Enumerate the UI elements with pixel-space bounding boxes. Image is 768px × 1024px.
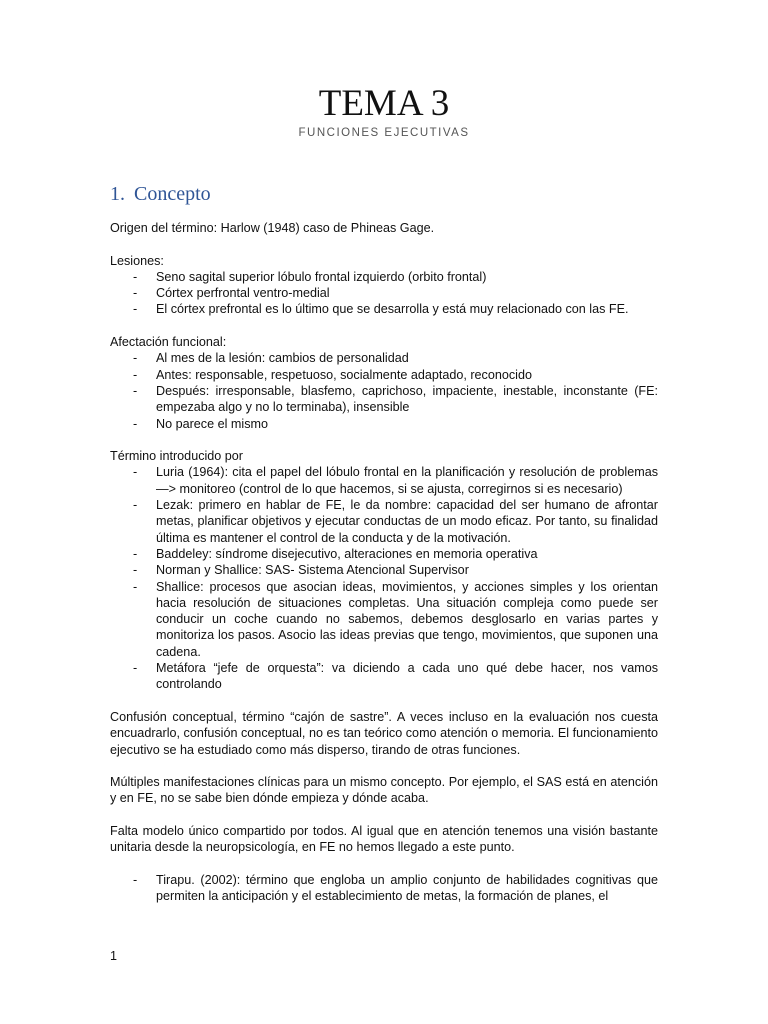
list-item: - Metáfora “jefe de orquesta”: va diciendo a cada uno qué debe hacer, nos vamos controlando [110,660,658,693]
document-body [110,220,658,904]
section-label: Concepto [134,183,211,205]
document-title: TEMA 3 [318,83,450,124]
list-item: - Baddeley: síndrome disejecutivo, alteraciones en memoria operativa [110,546,658,562]
lesiones-intro: Lesiones: [110,253,164,268]
final-list [110,872,658,905]
termino-intro: Término introducido por [110,449,243,464]
origen-paragraph: Origen del término: Harlow (1948) caso de Phineas Gage. [110,221,435,235]
list-item: - Después: irresponsable, blasfemo, caprichoso, impaciente, inestable, inconstante (FE: empezaba algo y no lo terminaba), insensible [110,383,658,416]
spacer [110,807,658,823]
list-item: - El córtex prefrontal es lo último que se desarrolla y está muy relacionado con las FE. [110,301,658,317]
afectacion-list [110,350,658,431]
document-subtitle: FUNCIONES EJECUTIVAS [298,127,470,139]
list-item: - Shallice: procesos que asocian ideas, movimientos, y acciones simples y los orientan hacia resolución de situaciones completas. Una situación compleja como puede ser conducir un coche cuando no sabemos, debemos desglosarlo en varias partes y monitoriza los pasos. Asocio las ideas previas que tengo, movimientos, que suponen una cadena. [110,579,658,660]
section-heading [110,182,211,206]
list-item: - No parece el mismo [110,416,658,432]
list-item: - Tirapu. (2002): término que engloba un amplio conjunto de habilidades cognitivas que permiten la anticipación y el establecimiento de metas, la formación de planes, el [110,872,658,905]
page-number: 1 [110,949,118,963]
spacer [110,432,658,448]
spacer [110,236,658,252]
list-item: - Al mes de la lesión: cambios de personalidad [110,350,658,366]
list-item: - Lezak: primero en hablar de FE, le da nombre: capacidad del ser humano de afrontar metas, planificar objetivos y ejecutar conductas de un modo eficaz. Por tanto, su finalidad última es mantener el control de la conducta y de la motivación. [110,497,658,546]
manifestaciones-paragraph: Múltiples manifestaciones clínicas para un mismo concepto. Por ejemplo, el SAS está en atención y en FE, no se sabe bien dónde empieza y dónde acaba. [110,775,658,806]
afectacion-intro: Afectación funcional: [110,335,227,350]
modelo-paragraph: Falta modelo único compartido por todos. Al igual que en atención tenemos una visión bastante unitaria desde la neuropsicología, en FE no hemos llegado a este punto. [110,823,658,855]
lesiones-list [110,269,658,318]
spacer [110,758,658,774]
confusion-paragraph: Confusión conceptual, término “cajón de sastre”. A veces incluso en la evaluación nos cuesta encuadrarlo, confusión conceptual, no es tan teórico como atención o memoria. El funcionamiento ejecutivo se ha estudiado como más disperso, tirando de otras funciones. [110,709,658,757]
section-number: 1. [110,183,125,205]
spacer [110,693,658,709]
termino-list [110,464,658,692]
list-item: - Antes: responsable, respetuoso, socialmente adaptado, reconocido [110,367,658,383]
list-item: - Norman y Shallice: SAS- Sistema Atencional Supervisor [110,562,658,578]
spacer [110,318,658,334]
spacer [110,856,658,872]
list-item: - Seno sagital superior lóbulo frontal izquierdo (orbito frontal) [110,269,658,285]
list-item: - Córtex perfrontal ventro-medial [110,285,658,301]
list-item: - Luria (1964): cita el papel del lóbulo frontal en la planificación y resolución de problemas —> monitoreo (control de lo que hacemos, si se ajusta, corregirnos si es necesario) [110,464,658,497]
